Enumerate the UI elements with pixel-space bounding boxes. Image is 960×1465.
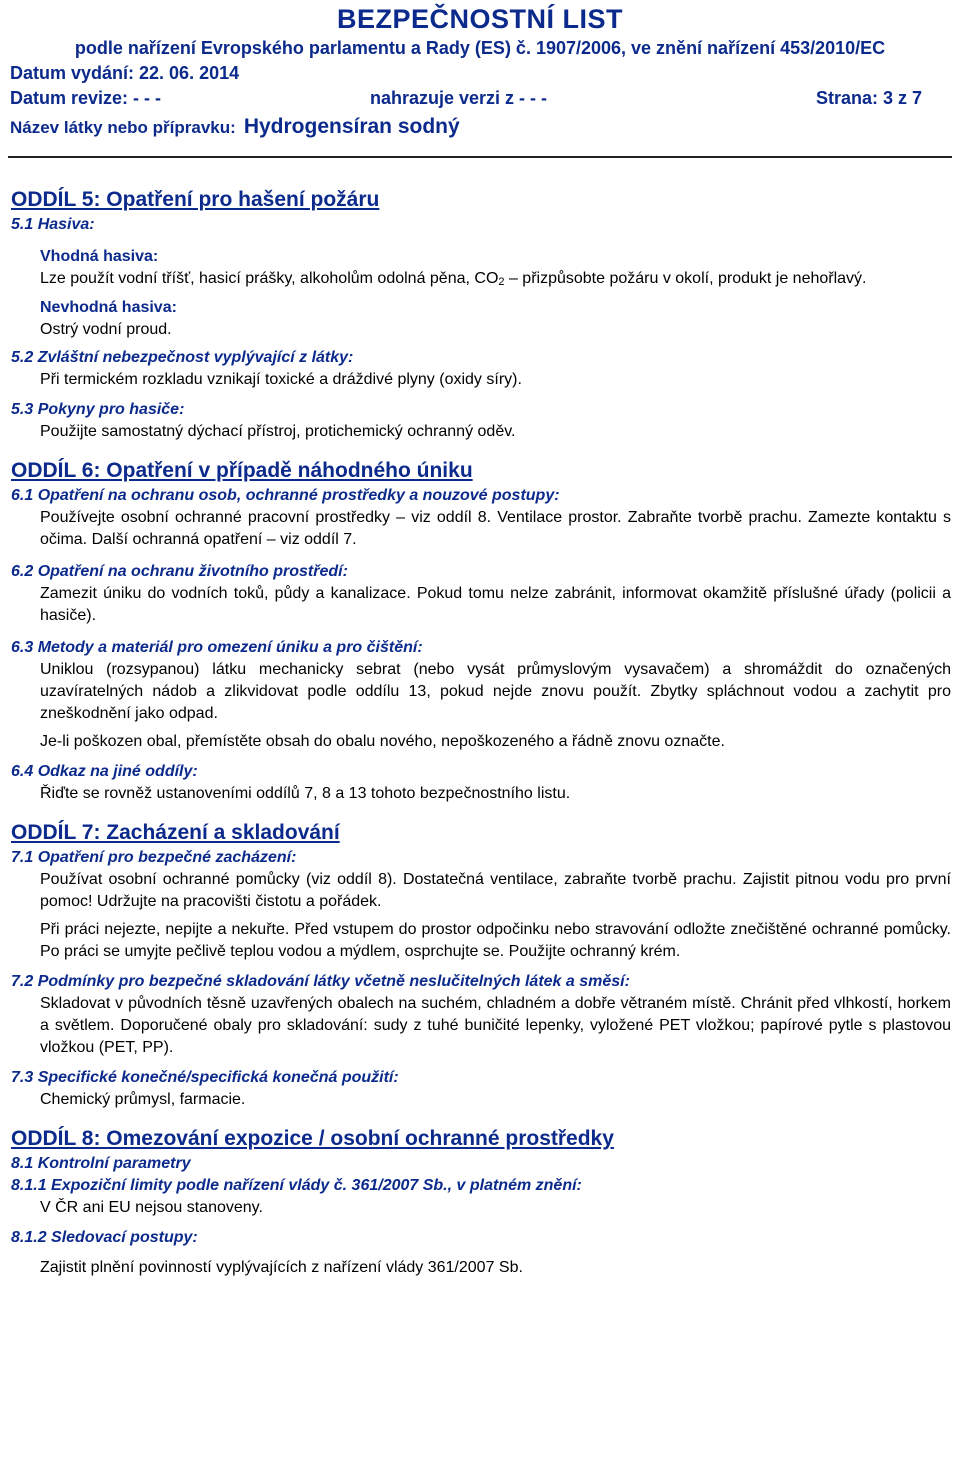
section-6-title: ODDÍL 6: Opatření v případě náhodného úniku	[11, 459, 473, 482]
section-5-2-text: Při termickém rozkladu vznikají toxické a dráždivé plyny (oxidy síry).	[40, 371, 522, 388]
replaces-version: nahrazuje verzi z - - -	[370, 88, 548, 108]
unsuitable-media-text: Ostrý vodní proud.	[40, 321, 172, 338]
section-7-1-heading: 7.1 Opatření pro bezpečné zacházení:	[11, 849, 297, 866]
section-7-3-text: Chemický průmysl, farmacie.	[40, 1091, 246, 1108]
revision-row	[10, 88, 950, 110]
regulation-subtitle: podle nařízení Evropského parlamentu a Rady (ES) č. 1907/2006, ve znění nařízení 453/2010/EC	[74, 38, 886, 58]
section-7-1-text-2: Při práci nejezte, nepijte a nekuřte. Před vstupem do prostor odpočinku nebo stravování odložte znečištěné ochranné pomůcky. Po práci se umyjte pečlivě teplou vodou a mýdlem, osprchujte se. Použijte ochranný krém.	[40, 921, 951, 960]
section-5-1-heading: 5.1 Hasiva:	[11, 216, 95, 233]
substance-row	[10, 115, 460, 139]
section-7-title: ODDÍL 7: Zacházení a skladování	[11, 821, 340, 844]
section-8-1-1-text: V ČR ani EU nejsou stanoveny.	[40, 1199, 263, 1216]
suitable-media-label: Vhodná hasiva:	[40, 248, 159, 265]
section-7-3-heading: 7.3 Specifické konečné/specifická konečná použití:	[11, 1069, 399, 1086]
section-6-3-text-2: Je-li poškozen obal, přemístěte obsah do obalu nového, nepoškozeného a řádně znovu označte.	[40, 733, 725, 750]
section-6-2-text: Zamezit úniku do vodních toků, půdy a kanalizace. Pokud tomu nelze zabránit, informovat okamžitě příslušné úřady (policii a hasiče).	[40, 585, 951, 624]
section-5-3-text: Použijte samostatný dýchací přístroj, protichemický ochranný oděv.	[40, 423, 516, 440]
section-8-1-1-heading: 8.1.1 Expoziční limity podle nařízení vlády č. 361/2007 Sb., v platném znění:	[11, 1177, 582, 1194]
section-5-2-heading: 5.2 Zvláštní nebezpečnost vyplývající z látky:	[11, 349, 354, 366]
substance-name: Hydrogensíran sodný	[243, 115, 460, 138]
section-6-1-heading: 6.1 Opatření na ochranu osob, ochranné prostředky a nouzové postupy:	[11, 487, 560, 504]
section-8-1-heading: 8.1 Kontrolní parametry	[11, 1155, 191, 1172]
issue-date: Datum vydání: 22. 06. 2014	[10, 63, 240, 83]
section-8-title: ODDÍL 8: Omezování expozice / osobní ochranné prostředky	[11, 1127, 614, 1150]
section-8-1-2-text: Zajistit plnění povinností vyplývajících z nařízení vlády 361/2007 Sb.	[40, 1259, 523, 1276]
header-divider	[8, 156, 952, 158]
section-6-2-heading: 6.2 Opatření na ochranu životního prostředí:	[11, 563, 348, 580]
section-5-title: ODDÍL 5: Opatření pro hašení požáru	[11, 188, 380, 211]
document-header	[10, 0, 950, 150]
section-6-4-text: Řiďte se rovněž ustanoveními oddílů 7, 8 a 13 tohoto bezpečnostního listu.	[40, 785, 571, 802]
substance-label: Název látky nebo přípravku:	[10, 118, 236, 137]
unsuitable-media-label: Nevhodná hasiva:	[40, 299, 177, 316]
section-6-1-text: Používejte osobní ochranné pracovní prostředky – viz oddíl 8. Ventilace prostor. Zabraňte tvorbě prachu. Zamezte kontaktu s očima. Další ochranná opatření – viz oddíl 7.	[40, 509, 951, 548]
section-7-1-text-1: Používat osobní ochranné pomůcky (viz oddíl 8). Dostatečná ventilace, zabraňte tvorbě prachu. Zajistit pitnou vodu pro první pomoc! Udržujte na pracovišti čistotu a pořádek.	[40, 871, 951, 910]
page-number: Strana: 3 z 7	[815, 88, 922, 108]
document-body	[11, 186, 951, 1279]
section-6-3-text-1: Uniklou (rozsypanou) látku mechanicky sebrat (nebo vysát průmyslovým vysavačem) a shromáždit do označených uzavíratelných nádob a zlikvidovat podle oddílu 13, pokud nejde znovu použít. Zbytky spláchnout vodou a zachytit pro zneškodnění jako odpad.	[40, 661, 951, 722]
suitable-media-text: Lze použít vodní tříšť, hasicí prášky, alkoholům odolná pěna, $CO_2$ – přizpůsobte požáru v okolí, produkt je nehořlavý.	[40, 270, 867, 288]
section-7-2-text: Skladovat v původních těsně uzavřených obalech na suchém, chladném a dobře větraném místě. Chránit před vlhkostí, horkem a světlem. Doporučené obaly pro skladování: sudy z tuhé buničité lepenky, vyložené PET vložkou; papírové pytle s plastovou vložkou (PET, PP).	[40, 995, 951, 1056]
revision-date: Datum revize: - - -	[10, 88, 162, 108]
section-7-2-heading: 7.2 Podmínky pro bezpečné skladování látky včetně neslučitelných látek a směsí:	[11, 973, 630, 990]
section-6-3-heading: 6.3 Metody a materiál pro omezení úniku a pro čištění:	[11, 639, 423, 656]
section-8-1-2-heading: 8.1.2 Sledovací postupy:	[11, 1229, 198, 1246]
section-5-3-heading: 5.3 Pokyny pro hasiče:	[11, 401, 185, 418]
section-6-4-heading: 6.4 Odkaz na jiné oddíly:	[11, 763, 198, 780]
document-title: BEZPEČNOSTNÍ LIST	[336, 4, 623, 34]
